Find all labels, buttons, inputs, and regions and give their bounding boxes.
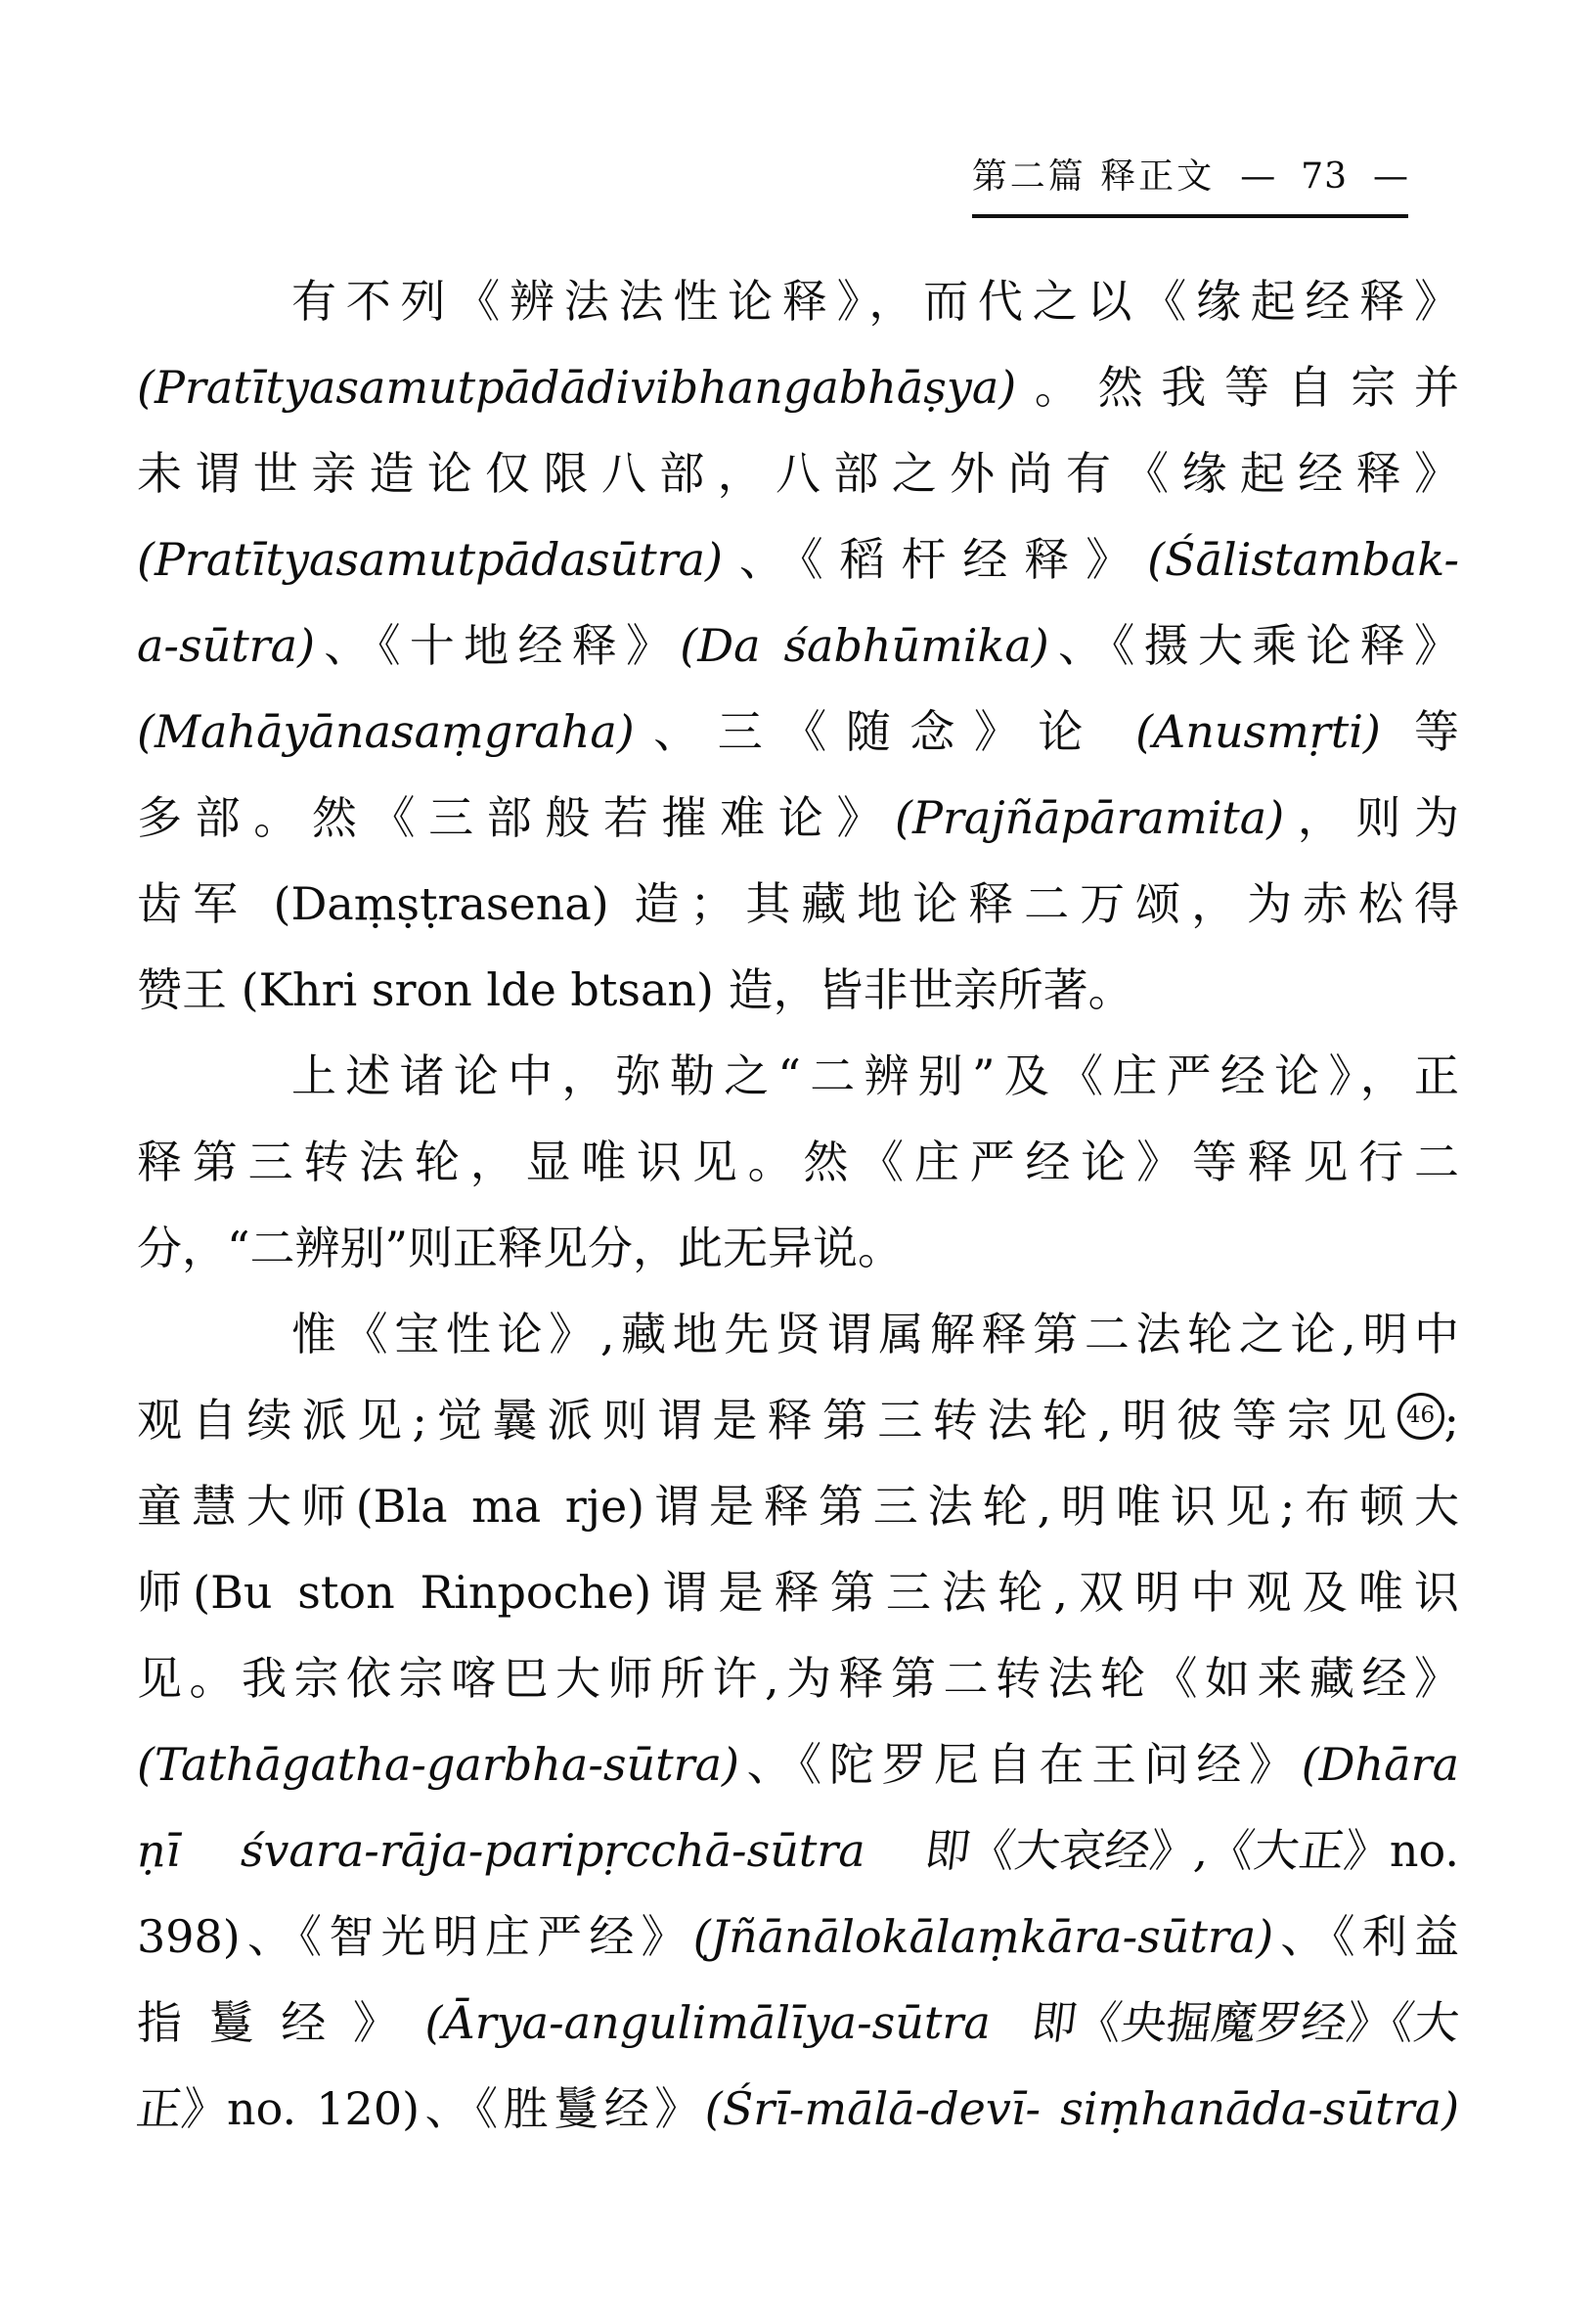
text-segment: (Jñānālokālaṃkāra-sūtra) <box>692 1910 1274 1963</box>
text-segment: 师 <box>137 1566 194 1619</box>
text-segment: 见。我宗依宗喀巴大师所许,为释第二转法轮《如来藏经》 <box>137 1652 1459 1705</box>
text-segment: 未谓世亲造论仅限八部，八部之外尚有《缘起经释》 <box>137 447 1459 500</box>
text-segment: 上述诸论中，弥勒之“二辨别”及《庄严经论》，正 <box>291 1049 1459 1102</box>
text-line <box>137 430 1459 516</box>
text-segment: 、三《随念》论 <box>634 705 1136 758</box>
page-body <box>133 258 1463 2152</box>
text-segment: 即《央掘魔罗经》《大 <box>1028 1996 1463 2049</box>
text-segment: 童慧大师 <box>137 1480 356 1533</box>
text-segment: a-sūtra) <box>137 619 316 672</box>
text-segment: 等 <box>1380 705 1460 758</box>
text-segment: (Khri sron lde btsan) <box>241 963 714 1016</box>
text-line <box>137 516 1459 602</box>
text-segment: (Da śabhūmika) <box>680 619 1049 672</box>
text-segment: 、《稻杆经释》 <box>723 533 1148 586</box>
header-page-number: 73 <box>1301 156 1348 197</box>
text-line <box>137 689 1459 775</box>
text-line <box>137 1549 1459 1635</box>
text-segment: 。然我等自宗并 <box>1016 361 1459 414</box>
text-line <box>137 861 1459 947</box>
text-segment: 分，“二辨别”则正释见分，此无异说。 <box>137 1222 904 1274</box>
running-header <box>972 149 1408 218</box>
text-segment: (Ārya-angulimālīya-sūtra <box>424 1996 1032 2049</box>
text-line <box>137 1463 1459 1549</box>
text-line <box>137 1205 1459 1291</box>
text-segment: (Mahāyānasaṃgraha) <box>137 705 635 758</box>
text-segment: 释第三转法轮，显唯识见。然《庄严经论》等释见行二 <box>137 1136 1459 1188</box>
text-line <box>137 775 1459 861</box>
text-segment: 多部。然《三部般若摧难论》 <box>137 791 896 844</box>
text-segment: (Śrī-mālā-devī- siṃhanāda-sūtra) <box>704 2082 1460 2135</box>
text-segment: 、《胜鬘经》 <box>420 2082 705 2135</box>
text-segment: 观自续派见;觉曩派则谓是释第三转法轮,明彼等宗见 <box>137 1394 1397 1447</box>
text-line <box>137 1377 1459 1463</box>
text-segment: 齿军 <box>137 877 274 930</box>
text-line <box>137 258 1459 344</box>
text-segment: 正》 <box>133 2082 231 2135</box>
header-section-title: 第二篇 释正文 <box>971 156 1216 197</box>
text-segment: 、《利益 <box>1273 1910 1459 1963</box>
text-segment: no. 120) <box>227 2082 421 2135</box>
text-segment: 造，皆非世亲所著。 <box>713 963 1133 1016</box>
text-segment: (Dhāra <box>1301 1738 1459 1791</box>
text-segment: 谓是释第三法轮,明唯识见;布顿大 <box>644 1480 1459 1533</box>
header-dash-right: — <box>1373 156 1408 197</box>
text-segment: 、《陀罗尼自在王问经》 <box>738 1738 1302 1791</box>
text-segment: (Prajñāpāramita) <box>895 791 1285 844</box>
text-line <box>137 1894 1459 1980</box>
text-line <box>137 1807 1459 1894</box>
text-segment: (Bla ma rje) <box>355 1480 645 1533</box>
text-segment: 惟《宝性论》,藏地先贤谓属解释第二法轮之论,明中 <box>291 1308 1459 1360</box>
header-dash-left: — <box>1240 156 1276 197</box>
text-segment: 造；其藏地论释二万颂，为赤松得 <box>608 877 1459 930</box>
text-line <box>137 1119 1459 1205</box>
text-segment: (Anusmṛti) <box>1135 705 1381 758</box>
text-segment: 谓是释第三法轮,双明中观及唯识 <box>651 1566 1460 1619</box>
footnote-marker: 46 <box>1397 1393 1444 1440</box>
text-line <box>137 602 1459 689</box>
text-line <box>137 1721 1459 1807</box>
text-segment: 398) <box>137 1910 241 1963</box>
text-segment: ，则为 <box>1284 791 1460 844</box>
text-segment: (Tathāgatha-garbha-sūtra) <box>137 1738 739 1791</box>
text-segment: (Bu ston Rinpoche) <box>193 1566 652 1619</box>
text-line <box>137 947 1459 1033</box>
text-segment: ; <box>1443 1394 1459 1447</box>
text-line <box>133 2066 1460 2152</box>
text-segment: 有不列《辨法法性论释》，而代之以《缘起经释》 <box>291 275 1459 328</box>
text-segment: 赞王 <box>137 963 242 1016</box>
text-line <box>137 1635 1459 1721</box>
text-segment: 、《摄大乘论释》 <box>1048 619 1460 672</box>
text-line <box>137 1980 1463 2066</box>
text-line <box>137 344 1459 430</box>
text-line <box>137 1291 1459 1377</box>
text-segment: (Śālistambak- <box>1147 533 1459 586</box>
text-segment: (Daṃṣṭrasena) <box>273 877 609 930</box>
text-segment: ṇī śvara-rāja-paripṛcchā-sūtra <box>137 1824 926 1877</box>
text-segment: 、《十地经释》 <box>315 619 681 672</box>
text-line <box>137 1033 1459 1119</box>
text-segment: 、《智光明庄严经》 <box>240 1910 693 1963</box>
text-segment: no. <box>1389 1824 1459 1877</box>
text-segment: (Pratītyasamutpādādivibhangabhāṣya) <box>137 361 1017 414</box>
text-segment: 即《大哀经》,《大正》 <box>921 1824 1394 1877</box>
text-segment: (Pratītyasamutpādasūtra) <box>137 533 723 586</box>
text-segment: 指鬘经》 <box>137 1996 425 2049</box>
